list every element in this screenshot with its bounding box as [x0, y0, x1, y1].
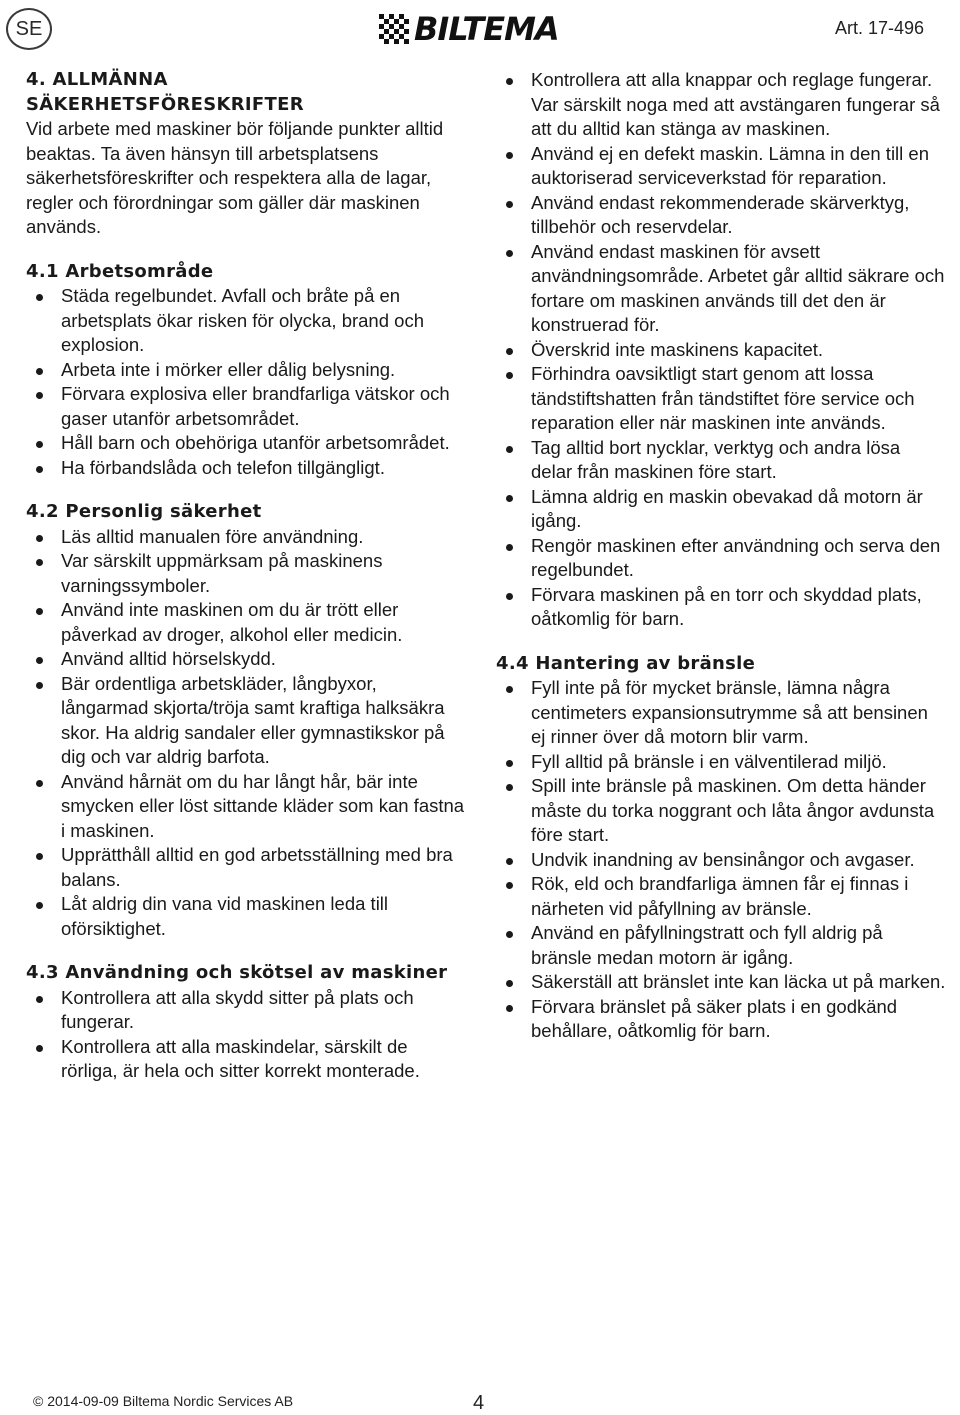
list-item: Använd endast maskinen för avsett användningsområde. Arbetet går alltid säkrare och fortare om maskinen används till det den är konstruerad för.: [496, 240, 946, 338]
list-personal-safety: [26, 525, 466, 942]
list-item: Förvara bränslet på säker plats i en godkänd behållare, oåtkomlig för barn.: [496, 995, 946, 1044]
list-work-area: [26, 284, 466, 480]
list-item: Lämna aldrig en maskin obevakad då motorn är igång.: [496, 485, 946, 534]
list-item: Använd en påfyllningstratt och fyll aldrig på bränsle medan motorn är igång.: [496, 921, 946, 970]
list-item: Förvara maskinen på en torr och skyddad plats, oåtkomlig för barn.: [496, 583, 946, 632]
list-item: Använd alltid hörselskydd.: [26, 647, 466, 672]
list-item: Rengör maskinen efter användning och serva den regelbundet.: [496, 534, 946, 583]
heading-use-and-maintenance: 4.3 Användning och skötsel av maskiner: [26, 962, 448, 983]
list-item: Var särskilt uppmärksam på maskinens varningssymboler.: [26, 549, 466, 598]
article-number: Art. 17-496: [834, 18, 924, 38]
list-item: Förhindra oavsiktligt start genom att lossa tändstiftshatten från tändstiftet före service och reparation eller när maskinen inte används.: [496, 362, 946, 436]
heading-personal-safety: 4.2 Personlig säkerhet: [26, 501, 262, 522]
list-item: Håll barn och obehöriga utanför arbetsområdet.: [26, 431, 466, 456]
list-item: Använd endast rekommenderade skärverktyg, tillbehör och reservdelar.: [496, 191, 946, 240]
list-item: Ha förbandslåda och telefon tillgängligt.: [26, 456, 466, 481]
left-column: [26, 68, 466, 1084]
list-item: Upprätthåll alltid en god arbetsställning med bra balans.: [26, 843, 466, 892]
language-badge: SE: [6, 8, 52, 50]
list-item: Förvara explosiva eller brandfarliga vätskor och gaser utanför arbetsområdet.: [26, 382, 466, 431]
list-item: Kontrollera att alla skydd sitter på plats och fungerar.: [26, 986, 466, 1035]
list-item: Överskrid inte maskinens kapacitet.: [496, 338, 946, 363]
list-item: Bär ordentliga arbetskläder, långbyxor, långarmad skjorta/tröja samt kraftiga halksäkra skor. Ha aldrig sandaler eller gymnastikskor på dig och var aldrig barfota.: [26, 672, 466, 770]
list-use-and-maintenance-part-1: [26, 986, 466, 1084]
list-item: Använd hårnät om du har långt hår, bär inte smycken eller löst sittande kläder som kan fastna i maskinen.: [26, 770, 466, 844]
page-number: 4: [473, 1392, 485, 1414]
list-item: Kontrollera att alla maskindelar, särskilt de rörliga, är hela och sitter korrekt monterade.: [26, 1035, 466, 1084]
biltema-logo: [378, 12, 559, 46]
list-item: Läs alltid manualen före användning.: [26, 525, 466, 550]
footer-copyright: © 2014-09-09 Biltema Nordic Services AB: [33, 1393, 294, 1409]
list-item: Låt aldrig din vana vid maskinen leda till oförsiktighet.: [26, 892, 466, 941]
list-item: Kontrollera att alla knappar och reglage fungerar. Var särskilt noga med att avstängaren fungerar så att du alltid kan stänga av maskinen.: [496, 68, 946, 142]
section-heading-line-2: SÄKERHETSFÖRESKRIFTER: [26, 93, 304, 115]
list-use-and-maintenance-part-2: [496, 68, 946, 632]
list-item: Spill inte bränsle på maskinen. Om detta händer måste du torka noggrant och låta ångor avdunsta före start.: [496, 774, 946, 848]
section-heading: [26, 68, 466, 117]
logo-wordmark: BILTEMA: [414, 10, 559, 48]
list-item: Arbeta inte i mörker eller dålig belysning.: [26, 358, 466, 383]
heading-work-area: 4.1 Arbetsområde: [26, 260, 214, 282]
list-item: Fyll alltid på bränsle i en välventilerad miljö.: [496, 750, 946, 775]
list-item: Fyll inte på för mycket bränsle, lämna några centimeters expansionsutrymme så att bensinen ej rinner över då motorn blir varm.: [496, 676, 946, 750]
list-item: Säkerställ att bränslet inte kan läcka ut på marken.: [496, 970, 946, 995]
list-fuel-handling: [496, 676, 946, 1044]
list-item: Använd ej en defekt maskin. Lämna in den till en auktoriserad serviceverkstad för reparation.: [496, 142, 946, 191]
section-heading-line-1: 4. ALLMÄNNA: [26, 69, 168, 90]
list-item: Använd inte maskinen om du är trött eller påverkad av droger, alkohol eller medicin.: [26, 598, 466, 647]
list-item: Städa regelbundet. Avfall och bråte på en arbetsplats ökar risken för olycka, brand och explosion.: [26, 284, 466, 358]
right-column: [496, 68, 946, 1044]
list-item: Rök, eld och brandfarliga ämnen får ej finnas i närheten vid påfyllning av bränsle.: [496, 872, 946, 921]
page-header: [0, 0, 960, 62]
list-item: Undvik inandning av bensinångor och avgaser.: [496, 848, 946, 873]
intro-paragraph: Vid arbete med maskiner bör följande punkter alltid beaktas. Ta även hänsyn till arbetsplatsens säkerhetsföreskrifter och respektera alla de lagar, regler och förordningar som gäller där maskinen används.: [26, 118, 444, 237]
list-item: Tag alltid bort nycklar, verktyg och andra lösa delar från maskinen före start.: [496, 436, 946, 485]
checkered-flag-icon: [378, 12, 412, 46]
heading-fuel-handling: 4.4 Hantering av bränsle: [496, 652, 756, 674]
